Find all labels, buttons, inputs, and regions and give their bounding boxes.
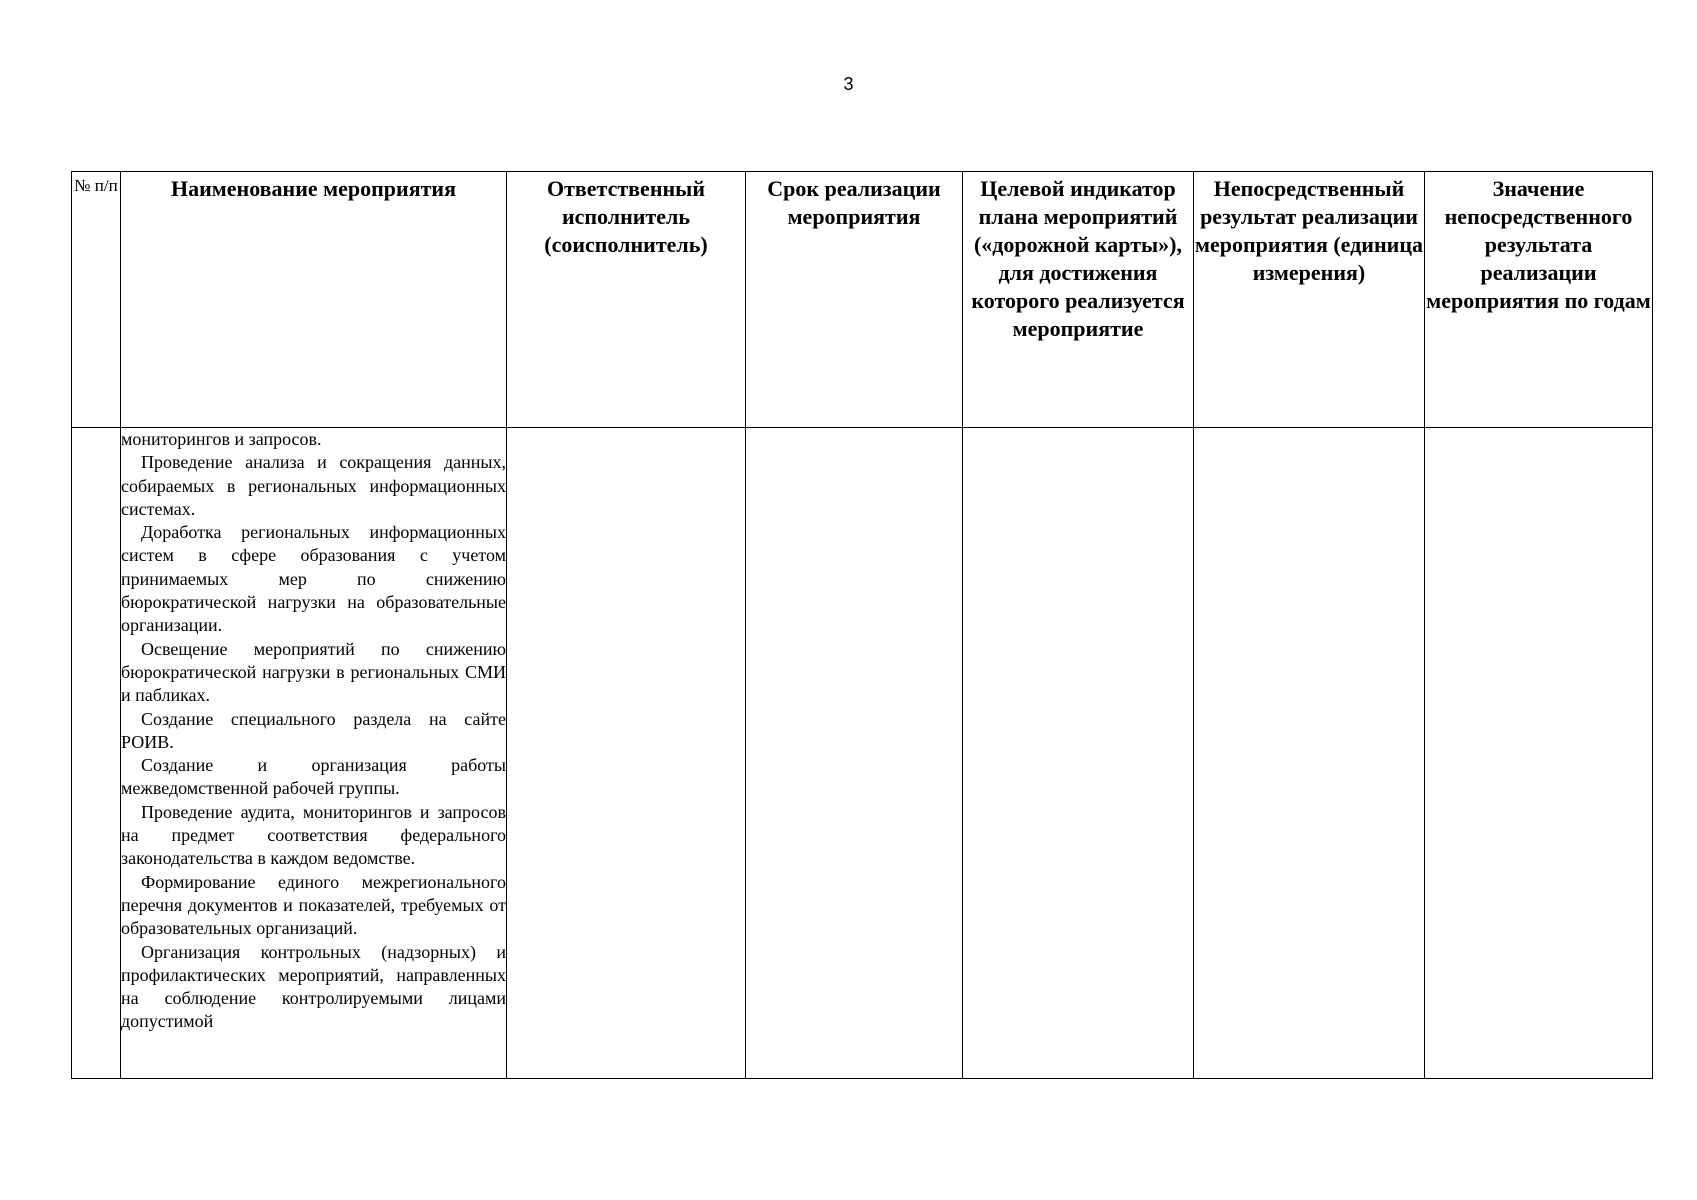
cell-result — [1194, 428, 1425, 1079]
cell-number — [72, 428, 121, 1079]
paragraph: Проведение аудита, мониторингов и запросов на предмет соответствия федерального законодательства в каждом ведомстве. — [121, 801, 506, 869]
cell-indicator — [963, 428, 1194, 1079]
cell-executor — [507, 428, 746, 1079]
paragraph: Создание специального раздела на сайте РОИВ. — [121, 708, 506, 752]
header-executor: Ответственный исполнитель (соисполнитель) — [507, 172, 746, 428]
header-result: Непосредственный результат реализации мероприятия (единица измерения) — [1194, 172, 1425, 428]
paragraph: Проведение анализа и сокращения данных, собираемых в региональных информационных системах. — [121, 452, 506, 519]
header-number: № п/п — [72, 172, 121, 428]
header-term: Срок реализации мероприятия — [746, 172, 963, 428]
paragraph: Формирование единого межрегионального перечня документов и показателей, требуемых от образовательных организаций. — [121, 871, 506, 939]
table-header-row — [72, 172, 1653, 428]
paragraph: Организация контрольных (надзорных) и профилактических мероприятий, направленных на соблюдение контролируемыми лицами допустимой — [121, 941, 506, 1032]
header-value: Значение непосредственного результата реализации мероприятия по годам — [1425, 172, 1653, 428]
table-row — [72, 428, 1653, 1079]
header-indicator: Целевой индикатор плана мероприятий («дорожной карты»), для достижения которого реализуется мероприятие — [963, 172, 1194, 428]
page-number: 3 — [843, 74, 854, 94]
action-plan-table — [71, 171, 1653, 1079]
paragraph: Создание и организация работы межведомственной рабочей группы. — [121, 755, 506, 799]
paragraph: Освещение мероприятий по снижению бюрократической нагрузки в региональных СМИ и пабликах. — [121, 638, 506, 706]
cell-term — [746, 428, 963, 1079]
paragraph: Доработка региональных информационных систем в сфере образования с учетом принимаемых мер по снижению бюрократической нагрузки на образовательные организации. — [121, 522, 506, 636]
activity-description — [121, 428, 506, 1034]
paragraph: мониторингов и запросов. — [121, 429, 322, 449]
cell-name — [121, 428, 507, 1079]
cell-value — [1425, 428, 1653, 1079]
header-name: Наименование мероприятия — [121, 172, 507, 428]
